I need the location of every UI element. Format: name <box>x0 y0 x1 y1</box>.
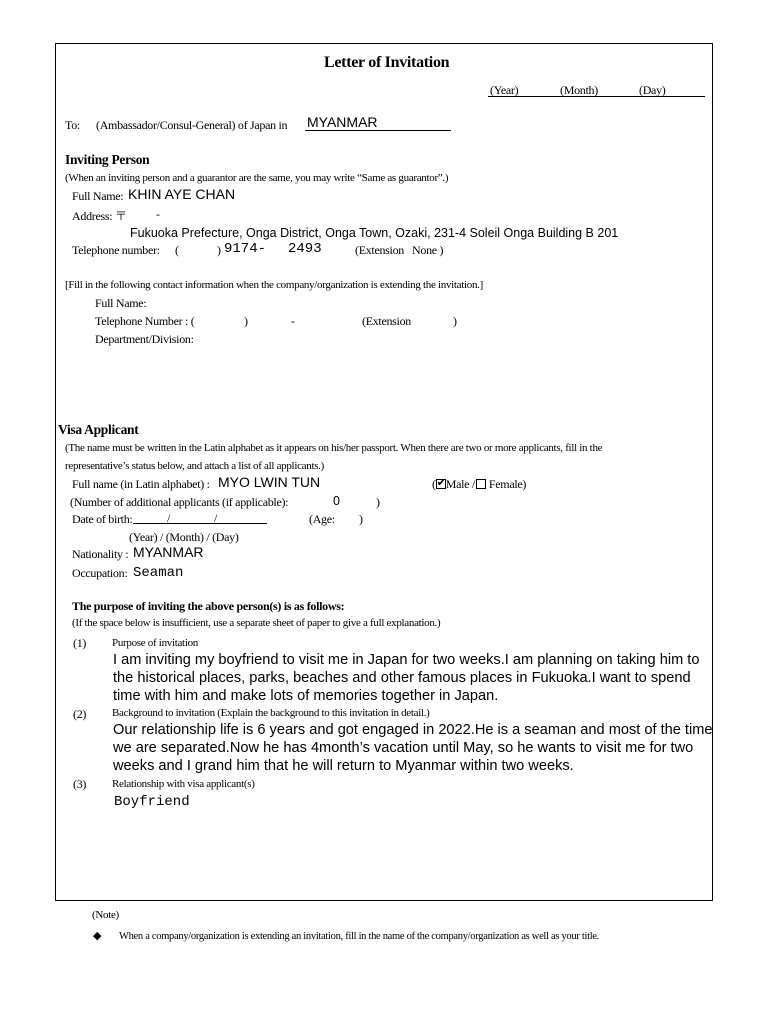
company-extension-label: (Extension <box>362 314 411 328</box>
to-country-underline <box>305 130 451 131</box>
purpose-item-2-number: (2) <box>73 707 87 721</box>
inviter-telephone-label: Telephone number: <box>72 243 160 257</box>
occupation-value[interactable]: Seaman <box>133 565 184 581</box>
to-text: (Ambassador/Consul-General) of Japan in <box>96 118 288 132</box>
to-country[interactable]: MYANMAR <box>307 114 378 130</box>
additional-applicants-label: (Number of additional applicants (if applicable): <box>70 495 289 509</box>
visa-applicant-note-1: (The name must be written in the Latin alphabet as it appears on his/her passport. When there are two or more applicants, fill in the <box>65 442 603 454</box>
additional-applicants-value[interactable]: 0 <box>333 494 340 508</box>
page-title: Letter of Invitation <box>324 54 450 71</box>
purpose-item-3-number: (3) <box>73 777 87 791</box>
male-label: Male / <box>445 477 475 491</box>
occupation-label: Occupation: <box>72 566 128 580</box>
age-close: ) <box>359 512 363 526</box>
company-telephone-close: ) <box>244 314 248 328</box>
company-name-label: Full Name: <box>95 296 147 310</box>
inviter-telephone-part2[interactable]: 2493 <box>288 241 322 257</box>
date-month-label: (Month) <box>560 83 598 97</box>
male-checkbox[interactable] <box>436 479 446 489</box>
gender-open: ( <box>432 477 436 491</box>
nationality-label: Nationality : <box>72 547 129 561</box>
inviter-extension-value[interactable]: None ) <box>412 243 444 257</box>
age-label: (Age: <box>309 512 335 526</box>
purpose-item-2-text[interactable]: Our relationship life is 6 years and got engaged in 2022.He is a seaman and most of the time we are separated.Now he has 4month’s vacation until May, so he wants to visit me for two weeks and I grand him that he will return to Myanmar within two weeks. <box>113 722 713 774</box>
inviter-telephone-open: ( <box>175 243 179 257</box>
dob-format: (Year) / (Month) / (Day) <box>129 530 239 544</box>
inviter-extension-label: (Extension <box>355 243 404 257</box>
inviter-telephone-part1[interactable]: 9174- <box>224 241 267 257</box>
inviting-person-note: (When an inviting person and a guarantor are the same, you may write “Same as guarantor”.) <box>65 172 449 184</box>
applicant-name-label: Full name (in Latin alphabet) : <box>72 477 210 491</box>
dob-slash-1: / <box>167 511 171 525</box>
footer-note-text: When a company/organization is extending an invitation, fill in the name of the company/organization as well as your title. <box>119 931 599 942</box>
dob-slash-2: / <box>214 511 218 525</box>
dob-label: Date of birth: <box>72 512 133 526</box>
additional-applicants-close: ) <box>376 495 380 509</box>
purpose-item-3-label: Relationship with visa applicant(s) <box>112 778 255 790</box>
dob-underline[interactable] <box>133 523 267 524</box>
company-telephone-label: Telephone Number : ( <box>95 314 195 328</box>
inviter-name-label: Full Name: <box>72 189 124 203</box>
purpose-note: (If the space below is insufficient, use a separate sheet of paper to give a full explanation.) <box>72 617 441 629</box>
inviter-telephone-close: ) <box>217 243 221 257</box>
nationality-value[interactable]: MYANMAR <box>133 544 204 560</box>
visa-applicant-note-2: representative’s status below, and attach a list of all applicants.) <box>65 460 324 472</box>
applicant-name-value[interactable]: MYO LWIN TUN <box>218 474 321 490</box>
date-underline <box>488 96 705 97</box>
purpose-item-2-label: Background to invitation (Explain the background to this invitation in detail.) <box>112 707 430 719</box>
inviter-postal-dash: - <box>156 207 160 221</box>
footer-note-label: (Note) <box>92 909 119 921</box>
inviter-address-value[interactable]: Fukuoka Prefecture, Onga District, Onga Town, Ozaki, 231-4 Soleil Onga Building B 201 <box>130 226 619 240</box>
date-day-label: (Day) <box>639 83 666 97</box>
company-extension-close: ) <box>453 314 457 328</box>
diamond-bullet-icon: ◆ <box>93 929 102 942</box>
date-year-label: (Year) <box>490 83 519 97</box>
inviter-name-value[interactable]: KHIN AYE CHAN <box>128 186 236 202</box>
female-label: Female) <box>488 477 527 491</box>
company-note: [Fill in the following contact information when the company/organization is extending the invitation.] <box>65 279 483 291</box>
female-checkbox[interactable] <box>476 479 486 489</box>
purpose-item-1-text[interactable]: I am inviting my boyfriend to visit me in Japan for two weeks.I am planning on taking him to the historical places, parks, beaches and other famous places in Fukuoka.I want to spend time with him and make lots of memories together in Japan. <box>113 652 700 704</box>
company-department-label: Department/Division: <box>95 332 194 346</box>
company-telephone-dash: - <box>291 314 295 328</box>
purpose-item-1-number: (1) <box>73 636 87 650</box>
inviting-person-heading: Inviting Person <box>65 152 150 167</box>
purpose-item-3-text[interactable]: Boyfriend <box>114 794 190 810</box>
to-label: To: <box>65 118 80 132</box>
gender-group <box>432 477 526 492</box>
purpose-heading: The purpose of inviting the above person(s) is as follows: <box>72 599 345 613</box>
inviter-address-label: Address: 〒 <box>72 209 127 223</box>
purpose-item-1-label: Purpose of invitation <box>112 637 198 649</box>
visa-applicant-heading: Visa Applicant <box>58 422 139 437</box>
